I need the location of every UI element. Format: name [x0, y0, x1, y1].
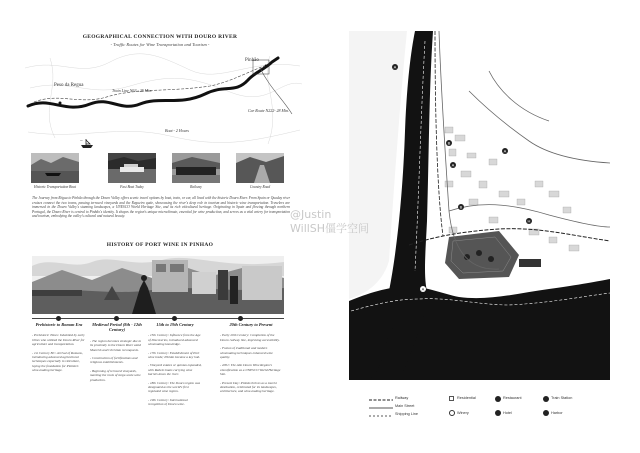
history-column-15th-19th — [148, 322, 202, 411]
winery-legend-icon — [449, 410, 455, 416]
column-item: - Prehistoric Times: Inhabited by early tribes who utilized the Douro River for agriculture and transportation. — [32, 333, 85, 347]
route-map — [20, 48, 306, 152]
legend-railway: Railway — [395, 396, 409, 400]
map-marker: A — [393, 64, 397, 70]
column-item: - 19th Century: International recognition of Douro wine. — [148, 397, 188, 407]
column-item: - The region becomes strategic due to its proximity to the Douro River amid Moorish and Christian reconquests. — [90, 338, 142, 352]
column-heading: Prehistoric to Roman Era — [35, 322, 83, 327]
geo-subtitle: - Traffic Routes for Wine Transportation and Tourism - — [110, 42, 210, 47]
history-column-20th-present — [220, 322, 282, 398]
legend-train-station: Train Station — [551, 396, 573, 400]
timeline-dot — [114, 316, 119, 321]
history-panorama — [32, 256, 284, 314]
column-item: - 15th Century: Influence from the Age of Discoveries, introduced advanced winemaking knowledge. — [148, 333, 201, 347]
geo-title: GEOGRAPHICAL CONNECTION WITH DOURO RIVER — [82, 34, 238, 40]
svg-text:~: ~ — [80, 139, 83, 144]
timeline-dot — [172, 316, 177, 321]
shipping-line-legend-icon — [369, 414, 393, 418]
legend-harbor: Harbor — [551, 411, 563, 415]
caption-country-road: Country Road — [249, 185, 271, 189]
legend-main-street: Main Street — [395, 404, 415, 408]
map-marker: A — [451, 162, 455, 168]
column-heading: 15th to 19th Century — [156, 322, 194, 327]
legend-restaurant: Restaurant — [503, 396, 522, 400]
legend-shipping-line: Shipping Line — [395, 412, 419, 416]
boat-icon — [80, 138, 94, 150]
restaurant-legend-icon — [495, 396, 501, 402]
column-item: - Early 20th Century: Completion of the Douro railway line, improving accessibility. — [220, 333, 280, 342]
column-item: - 17th Century: Establishment of Port wine trade; Pinhão became a key hub. — [148, 350, 201, 360]
legend-winery: Winery — [457, 411, 469, 415]
label-boat: Boat - 2 Hours — [165, 128, 189, 133]
timeline-line — [32, 318, 284, 319]
label-train: Train Line N63 - 25 Min. — [112, 88, 153, 93]
column-item: - Fusion of traditional and modern winemaking techniques enhanced wine quality. — [220, 346, 273, 360]
label-car: Car Route N222- 28 Min. — [248, 108, 289, 113]
timeline-dot — [238, 316, 243, 321]
intro-paragraph: The Journey from Régua to Pinhão through the Douro Valley offers scenic travel options by boat, train, or car, all lined with the historic Douro River. From Spain or Quaday river cruises connect the two towns, passing terraced vineyards and the Regueiro quite, showcasing the river's deep role in tourism and historic wine transportation. Travelers are immersed in the Douro Valley's stunning landscapes, a UNESCO World Heritage Site, and its rich viticultural heritage. Originating in Spain and flowing through northern Portugal, the Douro River is central to Pinhão's identity. It shapes the region's unique microclimate, essential for wine production, and serves as a vital artery for transportation and tourism, embodying the valley's cultural and natural beauty. — [32, 196, 290, 219]
map-marker: H — [527, 218, 531, 224]
column-item: - Vineyard estates or quintas expanded, with Rabelo boats carrying wine barrels down the river. — [148, 363, 202, 377]
map-legend — [349, 396, 610, 426]
photo-country-road — [236, 153, 284, 183]
label-pinhao: Pinhão — [245, 58, 259, 63]
column-item: - 1st Century BC: Arrival of Romans, introducing advanced agricultural techniques especially in viticulture, laying the foundation for Pinhão's wine-making heritage. — [32, 350, 83, 373]
map-marker: A — [503, 148, 507, 154]
residential-legend-icon — [449, 396, 454, 401]
history-column-medieval — [90, 322, 144, 386]
train-station-legend-icon — [543, 396, 549, 402]
column-item: - 18th Century: The Douro region was designated as the world's first regulated wine region. — [148, 380, 201, 394]
column-heading: 20th Century to Present — [229, 322, 273, 327]
caption-historic-boat: Historic Transportation Boat — [34, 185, 76, 189]
watermark-line: @Justin — [290, 208, 332, 221]
history-column-prehistoric — [32, 322, 86, 377]
column-item: - Present Day: Pinhão thrives as a tourist destination, celebrated for its landscapes, architecture, and wine-making heritage. — [220, 380, 277, 394]
legend-hotel: Hotel — [503, 411, 512, 415]
column-item: - Construction of fortifications and religious establishments. — [90, 356, 138, 365]
column-item: - 2001: The Alto Douro Wine Region's classification as a UNESCO World Heritage Site. — [220, 363, 281, 377]
timeline-dot — [56, 316, 61, 321]
main-street-legend-icon — [369, 406, 393, 410]
caption-railway: Railway — [190, 185, 202, 189]
map-marker: B — [447, 140, 451, 146]
column-item: - Beginning of terraced vineyards, marking the roots of large-scale wine production. — [90, 368, 141, 382]
map-marker: B — [459, 204, 463, 210]
site-map — [349, 31, 610, 380]
label-peso: Peso da Regua — [54, 83, 84, 88]
railway-legend-icon — [369, 398, 393, 402]
watermark — [290, 208, 369, 236]
watermark-line: WillSH僵学空间 — [290, 222, 370, 235]
caption-fast-boat: Fast Boat Today — [120, 185, 144, 189]
photo-fast-boat — [108, 153, 156, 183]
harbor-legend-icon — [543, 410, 549, 416]
map-marker: A — [421, 286, 425, 292]
history-title: HISTORY OF PORT WINE IN PINHAO — [106, 242, 214, 248]
photo-railway — [172, 153, 220, 183]
legend-residential: Residential — [457, 396, 476, 400]
column-heading: Medieval Period (8th - 12th Century) — [92, 322, 142, 333]
hotel-legend-icon — [495, 410, 501, 416]
photo-historic-boat — [31, 153, 79, 183]
